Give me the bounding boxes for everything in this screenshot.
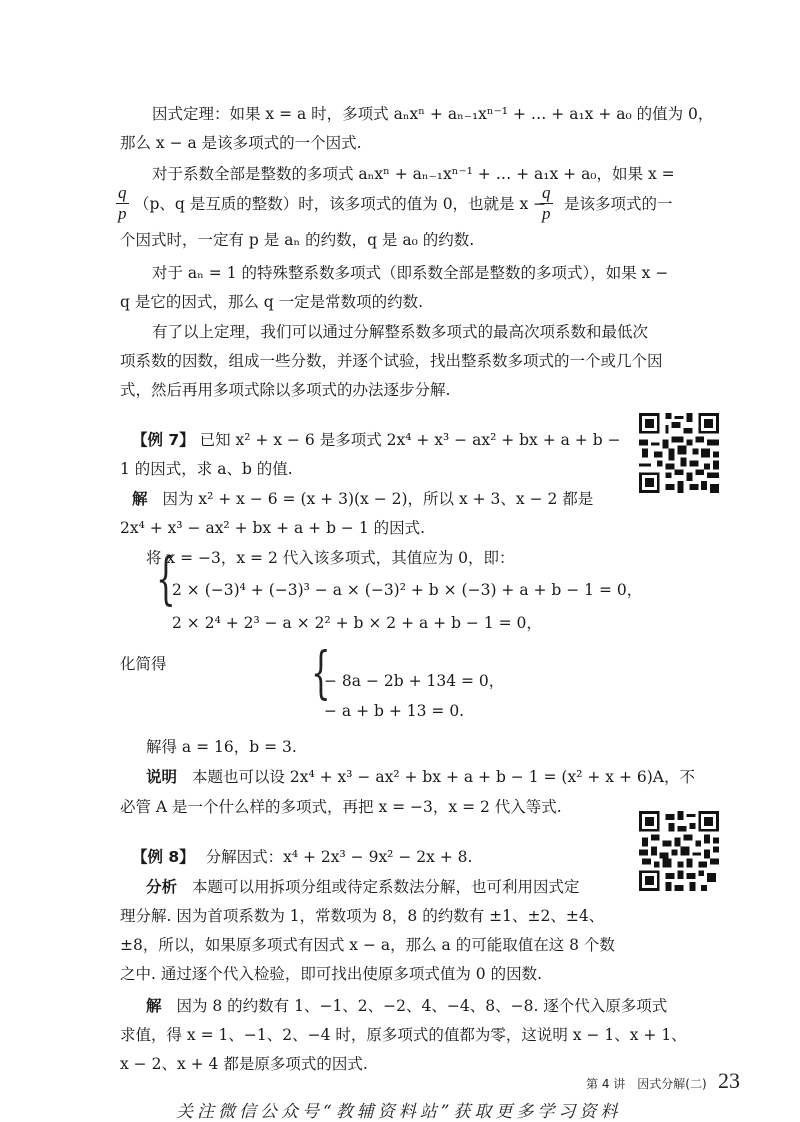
example8-analysis-label: 分析: [146, 878, 178, 896]
special-line-2: q 是它的因式，那么 q 一定是常数项的约数.: [120, 293, 424, 311]
system1-equation-1: 2 × (−3)⁴ + (−3)³ − a × (−3)² + b × (−3) + a + b − 1 = 0，: [172, 581, 643, 599]
page-number: 23: [718, 1068, 740, 1093]
method-line-3: 式，然后再用多项式除以多项式的办法逐步分解.: [120, 381, 451, 399]
example7-note-text: 本题也可以设 2x⁴ + x³ − ax² + bx + a + b − 1 = (x² + x + 6)A，不: [191, 768, 695, 786]
example8-solution-line-3: x − 2、x + 4 都是原多项式的因式.: [120, 1055, 368, 1073]
method-line-2: 项系数的因数，组成一些分数，并逐个试验，找出整系数多项式的一个或几个因: [120, 352, 663, 370]
coef-line-2b: 是该多项式的一: [564, 195, 673, 213]
qr-code-icon[interactable]: [636, 410, 722, 496]
qr-code-icon[interactable]: [636, 808, 722, 894]
example8-solution-line-2: 求值，得 x = 1、−1、2、−4 时，原多项式的值都为零，这说明 x − 1、x + 1、: [120, 1026, 687, 1044]
example7-solution-label: 解: [132, 490, 148, 508]
example8-analysis-line-4: 之中. 通过逐个代入检验，即可找出使原多项式值为 0 的因数.: [120, 965, 542, 983]
chapter-title: 第 4 讲 因式分解(二): [586, 1077, 707, 1091]
fraction-denominator: p: [118, 204, 127, 223]
system-brace-2: {: [311, 641, 331, 706]
example8-label: 【例 8】: [132, 848, 195, 866]
example7-solution-line-1: [132, 489, 593, 509]
example7-answer: 解得 a = 16，b = 3.: [146, 738, 297, 756]
example8-analysis-line-3: ±8，所以，如果原多项式有因式 x − a，那么 a 的可能取值在这 8 个数: [120, 936, 615, 954]
example7-question-text: 已知 x² + x − 6 是多项式 2x⁴ + x³ − ax² + bx + a + b −: [199, 431, 621, 449]
example7-note-label: 说明: [146, 768, 178, 786]
example8-question-line-1: [132, 847, 472, 867]
watermark-text: 关注微信公众号“教辅资料站”获取更多学习资料: [176, 1102, 622, 1122]
coef-line-1: 对于系数全部是整数的多项式 aₙxⁿ + aₙ₋₁xⁿ⁻¹ + … + a₁x + a₀，如果 x =: [152, 165, 675, 183]
example8-solution-line-1: [146, 996, 667, 1016]
example8-question-text: 分解因式：x⁴ + 2x³ − 9x² − 2x + 8.: [205, 848, 473, 866]
special-line-1: 对于 aₙ = 1 的特殊整系数多项式（即系数全部是整数的多项式），如果 x −: [152, 264, 669, 282]
fraction-numerator: q: [542, 183, 551, 202]
example8-solution-text: 因为 8 的约数有 1、−1、2、−2、4、−4、8、−8. 逐个代入原多项式: [176, 997, 668, 1015]
example7-solution-line-3: 将 x = −3，x = 2 代入该多项式，其值应为 0，即：: [146, 549, 515, 567]
example7-label: 【例 7】: [132, 431, 195, 449]
example7-question-line-1: [132, 430, 621, 450]
system-brace-1: {: [156, 547, 176, 612]
fraction-q-over-p: [116, 183, 129, 224]
example8-analysis-line-1: [146, 877, 579, 897]
example7-note-line-2: 必管 A 是一个什么样的多项式，再把 x = −3，x = 2 代入等式.: [120, 798, 562, 816]
system1-equation-2: 2 × 2⁴ + 2³ − a × 2² + b × 2 + a + b − 1 = 0，: [172, 614, 542, 632]
example7-question-line-2: 1 的因式，求 a、b 的值.: [120, 460, 293, 478]
fraction-q-over-p-2: [540, 183, 553, 224]
theorem-line-2: 那么 x − a 是该多项式的一个因式.: [120, 134, 362, 152]
theorem-line-1: 因式定理：如果 x = a 时，多项式 aₙxⁿ + aₙ₋₁xⁿ⁻¹ + … + a₁x + a₀ 的值为 0，: [152, 105, 714, 123]
fraction-numerator: q: [118, 183, 127, 202]
example8-solution-label: 解: [146, 997, 162, 1015]
fraction-denominator: p: [542, 204, 551, 223]
example8-analysis-line-2: 理分解. 因为首项系数为 1，常数项为 8，8 的约数有 ±1、±2、±4、: [120, 907, 605, 925]
example7-solution-line-2: 2x⁴ + x³ − ax² + bx + a + b − 1 的因式.: [120, 519, 426, 537]
example8-analysis-text: 本题可以用拆项分组或待定系数法分解，也可利用因式定: [191, 878, 580, 896]
simplify-label: 化简得: [120, 655, 167, 673]
example7-note-line-1: [146, 767, 695, 787]
example7-solution-text: 因为 x² + x − 6 = (x + 3)(x − 2)，所以 x + 3、x − 2 都是: [162, 490, 594, 508]
system2-equation-2: − a + b + 13 = 0.: [324, 702, 465, 720]
coef-line-2a: （p、q 是互质的整数）时，该多项式的值为 0，也就是 x −: [134, 195, 547, 213]
system2-equation-1: − 8a − 2b + 134 = 0，: [324, 672, 505, 690]
coef-line-3: 个因式时，一定有 p 是 aₙ 的约数，q 是 a₀ 的约数.: [120, 231, 475, 249]
method-line-1: 有了以上定理，我们可以通过分解整系数多项式的最高次项系数和最低次: [152, 323, 649, 341]
